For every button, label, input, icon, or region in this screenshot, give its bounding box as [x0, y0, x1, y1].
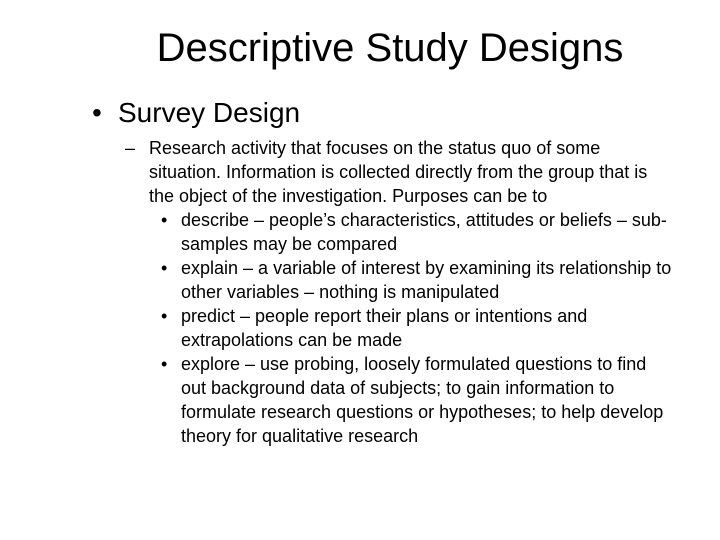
purpose-text: predict – people report their plans or intentions and extrapolations can be made [181, 306, 588, 350]
dash-marker: – [125, 138, 136, 158]
purpose-item-explore [161, 352, 675, 448]
bullet-marker: • [161, 306, 168, 326]
purpose-text: describe – people’s characteristics, attitudes or beliefs – sub-samples may be compared [181, 210, 667, 254]
bullet-marker: • [161, 210, 168, 230]
purpose-list [149, 208, 675, 448]
bullet-survey-design [92, 96, 692, 130]
purpose-item-explain [161, 256, 675, 304]
purpose-text: explain – a variable of interest by examining its relationship to other variables – nothing is manipulated [181, 258, 672, 302]
bullet-marker: • [92, 97, 102, 128]
slide-title: Descriptive Study Designs [156, 26, 624, 70]
sub-bullet-research-activity [125, 136, 675, 448]
bullet-marker: • [161, 354, 168, 374]
purpose-item-predict [161, 304, 675, 352]
purpose-text: explore – use probing, loosely formulated questions to find out background data of subjects; to gain information to formulate research questions or hypotheses; to help develop theory for qualitative research [181, 354, 664, 446]
bullet-marker: • [161, 258, 168, 278]
sub-bullet-text: Research activity that focuses on the status quo of some situation. Information is collected directly from the group that is the object of the investigation. Purposes can be to [149, 138, 648, 206]
purpose-item-describe [161, 208, 675, 256]
bullet-text: Survey Design [118, 97, 301, 128]
